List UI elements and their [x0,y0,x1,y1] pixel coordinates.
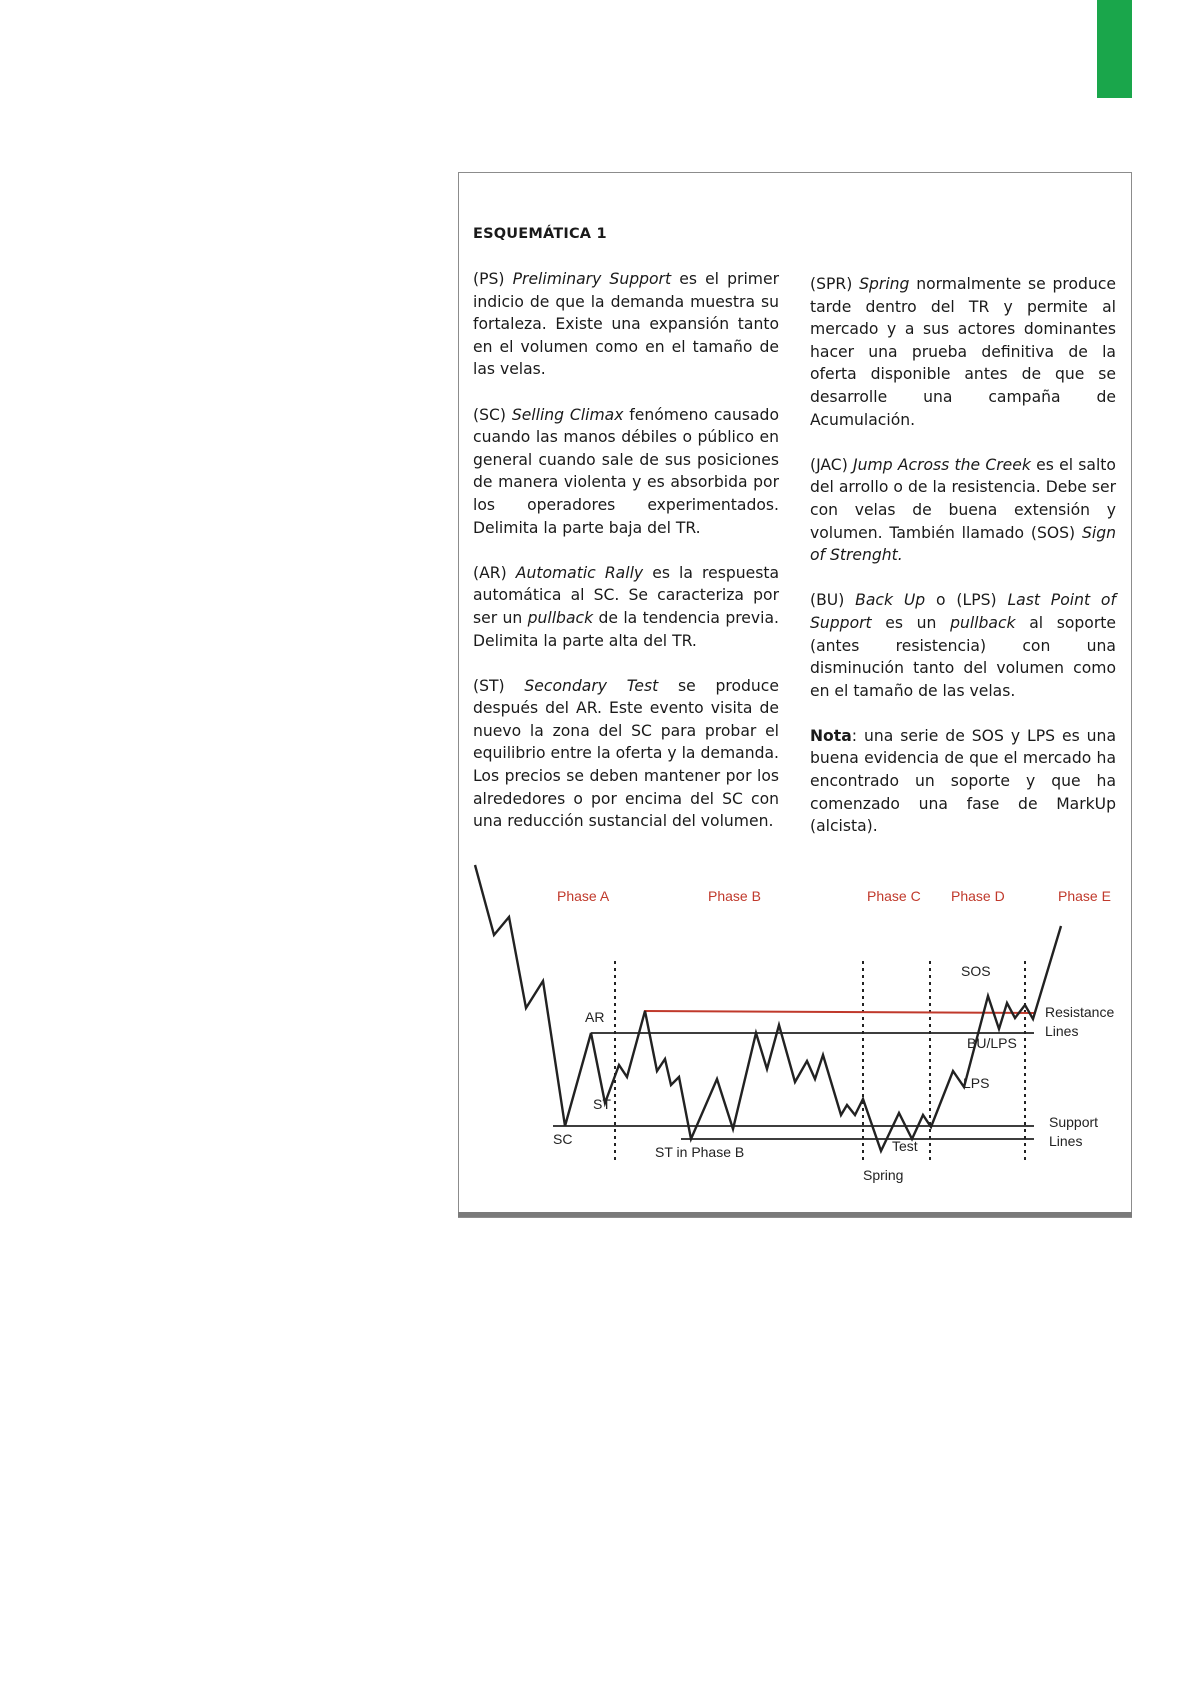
bu-lps-label: BU/LPS [967,1035,1017,1051]
phase-b-label: Phase B [708,888,761,904]
test-label: Test [892,1138,918,1154]
st-label: ST [593,1096,611,1112]
card-bottom-bar [458,1212,1132,1217]
right-column [810,273,1116,860]
st-phase-b-label: ST in Phase B [655,1144,745,1160]
resistance-label-1: Resistance [1045,1004,1115,1020]
spr-paragraph: (SPR) Spring normalmente se produce tarde dentro del TR y permite al mercado y a sus actores dominantes hacer una prueba definitiva de la oferta disponible antes de que se desarrolle una campaña de Acumulación. [810,275,1116,429]
resistance-line-red [644,1011,1034,1013]
spring-label: Spring [863,1167,904,1183]
wyckoff-accumulation-diagram [459,853,1131,1193]
card-heading: ESQUEMÁTICA 1 [473,226,607,242]
support-label-1: Support [1049,1114,1099,1130]
ar-label: AR [585,1009,605,1025]
phase-e-label: Phase E [1058,888,1111,904]
phase-a-label: Phase A [557,888,610,904]
sos-label: SOS [961,963,991,979]
ps-paragraph: (PS) Preliminary Support es el primer indicio de que la demanda muestra su fortaleza. Existe una expansión tanto en el volumen como en el tamaño de las velas. [473,270,779,379]
phase-d-label: Phase D [951,888,1005,904]
st-paragraph: (ST) Secondary Test se produce después del AR. Este evento visita de nuevo la zona del SC para probar el equilibrio entre la oferta y la demanda. Los precios se deben mantener por los alrededores o por encima del SC con una reducción sustancial del volumen. [473,676,779,831]
resistance-label-2: Lines [1045,1023,1079,1039]
nota-paragraph: Nota: una serie de SOS y LPS es una buena evidencia de que el mercado ha encontrado un soporte y que ha comenzado una fase de MarkUp (alcista). [810,726,1116,836]
phase-c-label: Phase C [867,888,921,904]
sc-paragraph: (SC) Selling Climax fenómeno causado cuando las manos débiles o público en general cuando sale de sus posiciones de manera violenta y es absorbida por los operadores experimentados. Delimita la parte baja del TR. [473,405,779,537]
schematic-card [458,172,1132,1218]
support-label-2: Lines [1049,1133,1083,1149]
bu-paragraph: (BU) Back Up o (LPS) Last Point of Support es un pullback al soporte (antes resistencia) con una disminución tanto del volumen como en el tamaño de las velas. [810,591,1116,700]
ar-paragraph: (AR) Automatic Rally es la respuesta automática al SC. Se caracteriza por ser un pullback de la tendencia previa. Delimita la parte alta del TR. [473,563,780,650]
jac-paragraph: (JAC) Jump Across the Creek es el salto del arrollo o de la resistencia. Debe ser con velas de buena extensión y volumen. También llamado (SOS) Sign of Strenght. [810,455,1116,565]
lps-label: LPS [963,1075,990,1091]
price-path [475,865,1061,1151]
left-column [473,268,779,855]
sc-label: SC [553,1131,573,1147]
green-page-tab [1097,0,1132,98]
